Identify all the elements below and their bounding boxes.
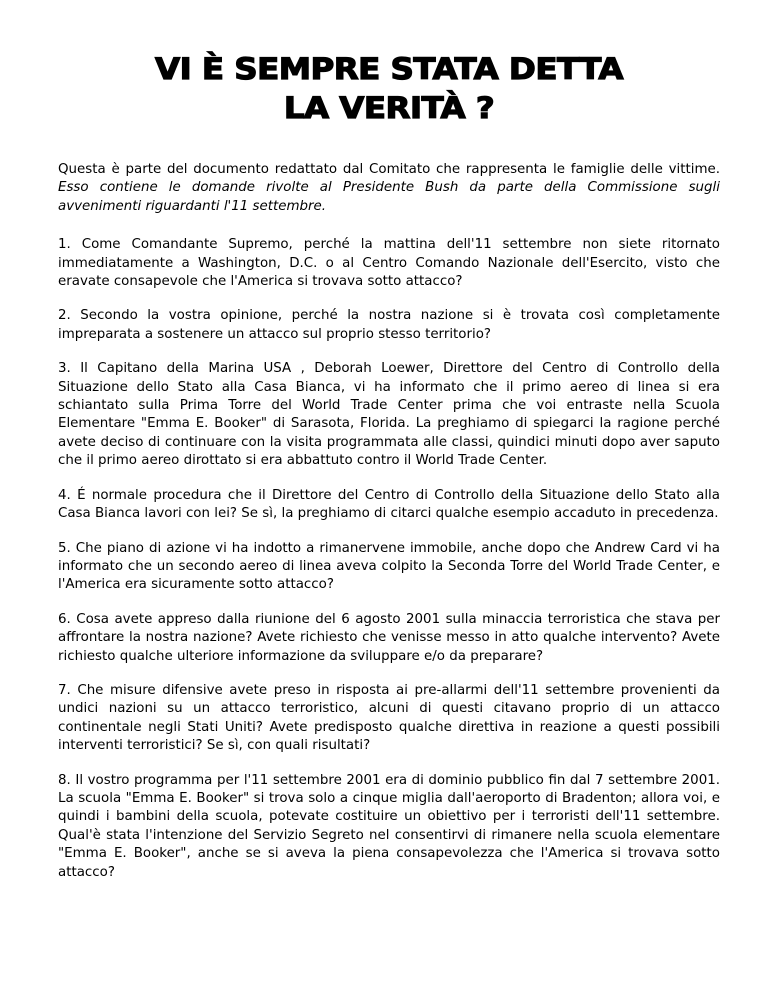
question-7: 7. Che misure difensive avete preso in risposta ai pre-allarmi dell'11 settembre provenienti da undici nazioni su un attacco terroristico, alcuni di questi citavano proprio di un attacco continentale negli Stati Uniti? Avete predisposto qualche direttiva in reazione a questi possibili interventi terroristici? Se sì, con quali risultati?: [58, 682, 720, 754]
intro-paragraph: [58, 161, 720, 216]
title-line-1: VI È SEMPRE STATA DETTA: [155, 52, 623, 86]
document-page: [58, 0, 720, 994]
title-line-2: LA VERITÀ ?: [283, 91, 495, 125]
intro-plain-text: Questa è parte del documento redattato dal Comitato che rappresenta le famiglie delle vittime.: [58, 162, 720, 177]
question-8: 8. Il vostro programma per l'11 settembre 2001 era di dominio pubblico fin dal 7 settembre 2001. La scuola "Emma E. Booker" si trova solo a cinque miglia dall'aeroporto di Bradenton; allora voi, e quindi i bambini della scuola, potevate costituire un obiettivo per i terroristi dell'11 settembre. Qual'è stata l'intenzione del Servizio Segreto nel consentirvi di rimanere nella scuola elementare "Emma E. Booker", anche se si aveva la piena consapevolezza che l'America si trovava sotto attacco?: [58, 772, 720, 880]
question-6: 6. Cosa avete appreso dalla riunione del 6 agosto 2001 sulla minaccia terroristica che stava per affrontare la nostra nazione? Avete richiesto che venisse messo in atto qualche intervento? Avete richiesto qualche ulteriore informazione da sviluppare e/o da preparare?: [58, 611, 720, 664]
document-title: [18, 50, 759, 128]
questions-list: [58, 236, 720, 882]
question-1: 1. Come Comandante Supremo, perché la mattina dell'11 settembre non siete ritornato immediatamente a Washington, D.C. o al Centro Comando Nazionale dell'Esercito, visto che eravate consapevole che l'America si trovava sotto attacco?: [58, 237, 720, 290]
question-5: 5. Che piano di azione vi ha indotto a rimanervene immobile, anche dopo che Andrew Card vi ha informato che un secondo aereo di linea aveva colpito la Seconda Torre del World Trade Center, e l'America era sicuramente sotto attacco?: [58, 540, 720, 593]
question-2: 2. Secondo la vostra opinione, perché la nostra nazione si è trovata così completamente impreparata a sostenere un attacco sul proprio stesso territorio?: [58, 308, 720, 342]
question-3: 3. Il Capitano della Marina USA , Deborah Loewer, Direttore del Centro di Controllo della Situazione dello Stato alla Casa Bianca, vi ha informato che il primo aereo di linea si era schiantato sulla Prima Torre del World Trade Center prima che voi entraste nella Scuola Elementare "Emma E. Booker" di Sarasota, Florida. La preghiamo di spiegarci la ragione perché avete deciso di continuare con la visita programmata alle classi, quindici minuti dopo aver saputo che il primo aereo dirottato si era abbattuto contro il World Trade Center.: [58, 361, 720, 469]
question-4: 4. É normale procedura che il Direttore del Centro di Controllo della Situazione dello Stato alla Casa Bianca lavori con lei? Se sì, la preghiamo di citarci qualche esempio accaduto in precedenza.: [58, 487, 720, 522]
intro-italic-text: Esso contiene le domande rivolte al Presidente Bush da parte della Commissione sugli avvenimenti riguardanti l'11 settembre.: [58, 180, 720, 214]
